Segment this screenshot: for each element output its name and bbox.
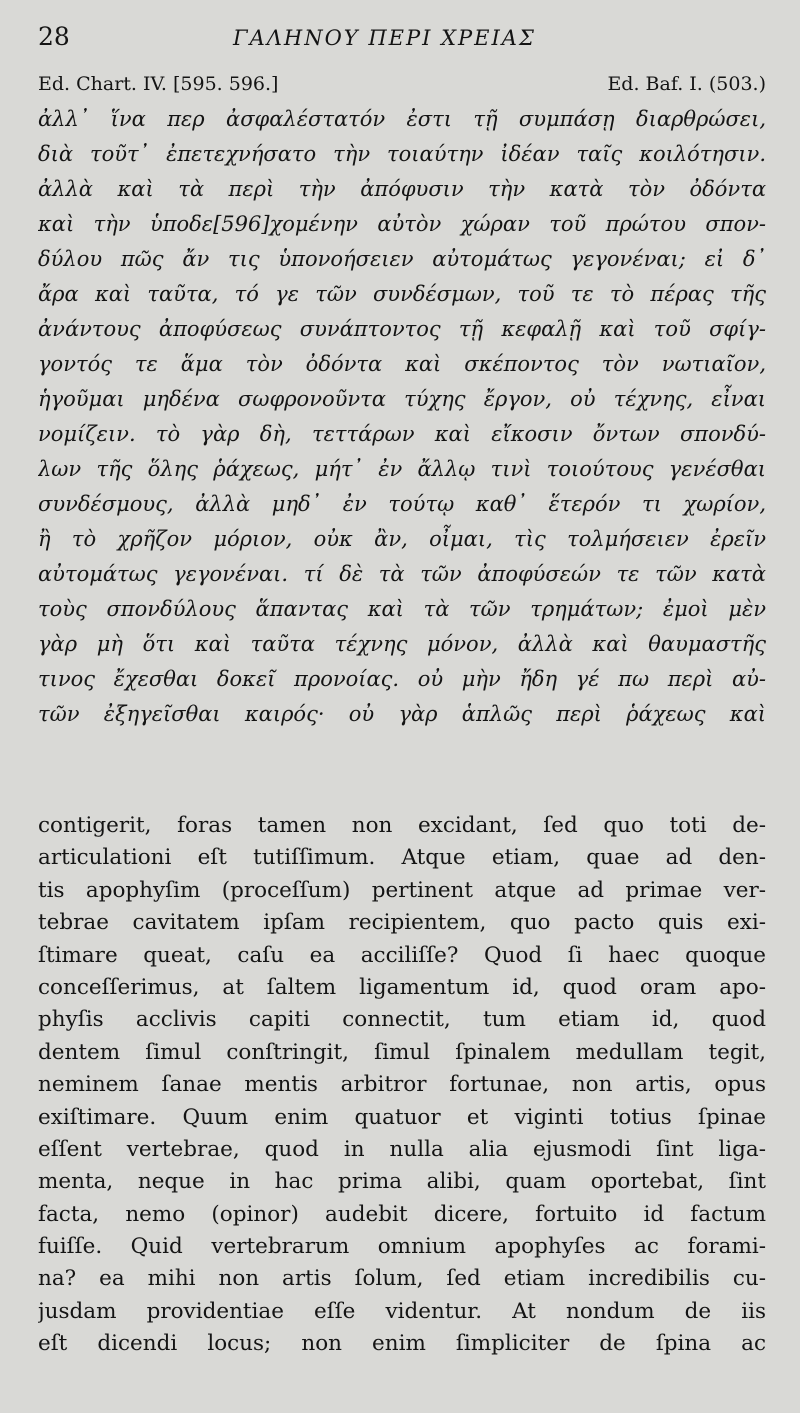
latin-line: conceſſerimus, at ſaltem ligamentum id, quod oram apo- <box>38 974 766 1000</box>
latin-line: contigerit, foras tamen non excidant, ſed quo toti de- <box>38 813 766 838</box>
latin-line: jusdam providentiae eſſe videntur. At nondum de iis <box>38 1298 766 1324</box>
greek-line: νομίζειν. τὸ γὰρ δὴ, τεττάρων καὶ εἴκοσιν ὄντων σπονδύ- <box>38 422 766 446</box>
latin-line: fuiſſe. Quid vertebrarum omnium apophyſes ac forami- <box>38 1234 766 1260</box>
running-title: ΓΑΛΗΝΟΥ ΠΕΡΙ ΧΡΕΙΑΣ <box>233 26 536 50</box>
latin-line: exiſtimare. Quum enim quatuor et viginti totius ſpinae <box>38 1104 766 1130</box>
greek-line: ἡγοῦμαι μηδένα σωφρονοῦντα τύχης ἔργον, οὐ τέχνης, εἶναι <box>38 387 766 411</box>
latin-line: eſt dicendi locus; non enim ſimpliciter de ſpina ac <box>38 1331 766 1357</box>
edition-reference-right: Ed. Baf. I. (503.) <box>607 73 766 95</box>
greek-line: τοὺς σπονδύλους ἅπαντας καὶ τὰ τῶν τρημάτων; ἐμοὶ μὲν <box>38 597 766 621</box>
latin-line: phyſis acclivis capiti connectit, tum etiam id, quod <box>38 1007 766 1033</box>
greek-line: συνδέσμους, ἀλλὰ μηδ᾽ ἐν τούτῳ καθ᾽ ἕτερόν τι χωρίον, <box>38 492 766 516</box>
greek-line: τῶν ἐξηγεῖσθαι καιρός· οὐ γὰρ ἁπλῶς περὶ ῥάχεως καὶ <box>38 702 766 726</box>
page-header <box>38 22 766 62</box>
latin-line: tebrae cavitatem ipſam recipientem, quo pacto quis exi- <box>38 910 766 936</box>
latin-line: facta, nemo (opinor) audebit dicere, fortuito id factum <box>38 1201 766 1227</box>
latin-line: dentem ſimul conſtringit, ſimul ſpinalem medullam tegit, <box>38 1039 766 1065</box>
latin-line: tis apophyſim (proceſſum) pertinent atque ad primae ver- <box>38 877 766 903</box>
greek-line: γὰρ μὴ ὅτι καὶ ταῦτα τέχνης μόνον, ἀλλὰ καὶ θαυμαστῆς <box>38 632 766 656</box>
page-number: 28 <box>38 22 70 51</box>
edition-reference-left: Ed. Chart. IV. [595. 596.] <box>38 73 279 95</box>
latin-line: articulationi eſt tutiſſimum. Atque etiam, quae ad den- <box>38 845 766 871</box>
greek-text-block <box>38 102 766 732</box>
greek-line: γοντός τε ἅμα τὸν ὀδόντα καὶ σκέποντος τὸν νωτιαῖον, <box>38 352 766 376</box>
greek-line: διὰ τοῦτ᾽ ἐπετεχνήσατο τὴν τοιαύτην ἰδέαν ταῖς κοιλότησιν. <box>38 142 766 166</box>
greek-line: ἄρα καὶ ταῦτα, τό γε τῶν συνδέσμων, τοῦ τε τὸ πέρας τῆς <box>38 282 766 306</box>
latin-line: neminem ſanae mentis arbitror fortunae, non artis, opus <box>38 1072 766 1098</box>
greek-line: λων τῆς ὅλης ῥάχεως, μήτ᾽ ἐν ἄλλῳ τινὶ τοιούτους γενέσθαι <box>38 457 766 481</box>
latin-line: na? ea mihi non artis ſolum, ſed etiam incredibilis cu- <box>38 1266 766 1292</box>
edition-reference-line <box>38 70 766 98</box>
latin-text-block <box>38 810 766 1361</box>
greek-line: ἀλλὰ καὶ τὰ περὶ τὴν ἀπόφυσιν τὴν κατὰ τὸν ὀδόντα <box>38 177 766 201</box>
greek-line: τινος ἔχεσθαι δοκεῖ προνοίας. οὐ μὴν ἤδη γέ πω περὶ αὐ- <box>38 667 766 691</box>
latin-line: ſtimare queat, caſu ea acciliſſe? Quod ſi haec quoque <box>38 942 766 968</box>
latin-line: menta, neque in hac prima alibi, quam oportebat, ſint <box>38 1169 766 1195</box>
greek-line: ἀνάντους ἀποφύσεως συνάπτοντος τῇ κεφαλῇ καὶ τοῦ σφίγ- <box>38 317 766 341</box>
greek-line: δύλου πῶς ἄν τις ὑπονοήσειεν αὐτομάτως γεγονέναι; εἰ δ᾽ <box>38 247 766 271</box>
greek-line: αὐτομάτως γεγονέναι. τί δὲ τὰ τῶν ἀποφύσεών τε τῶν κατὰ <box>38 562 766 586</box>
latin-line: eſſent vertebrae, quod in nulla alia ejusmodi ſint liga- <box>38 1136 766 1162</box>
greek-line: ἢ τὸ χρῆζον μόριον, οὐκ ἂν, οἶμαι, τὶς τολμήσειεν ἐρεῖν <box>38 527 766 551</box>
greek-line: καὶ τὴν ὑποδε[596]χομένην αὐτὸν χώραν τοῦ πρώτου σπον- <box>38 212 766 236</box>
greek-line: ἀλλ᾽ ἵνα περ ἀσφαλέστατόν ἐστι τῇ συμπάσῃ διαρθρώσει, <box>38 107 766 131</box>
